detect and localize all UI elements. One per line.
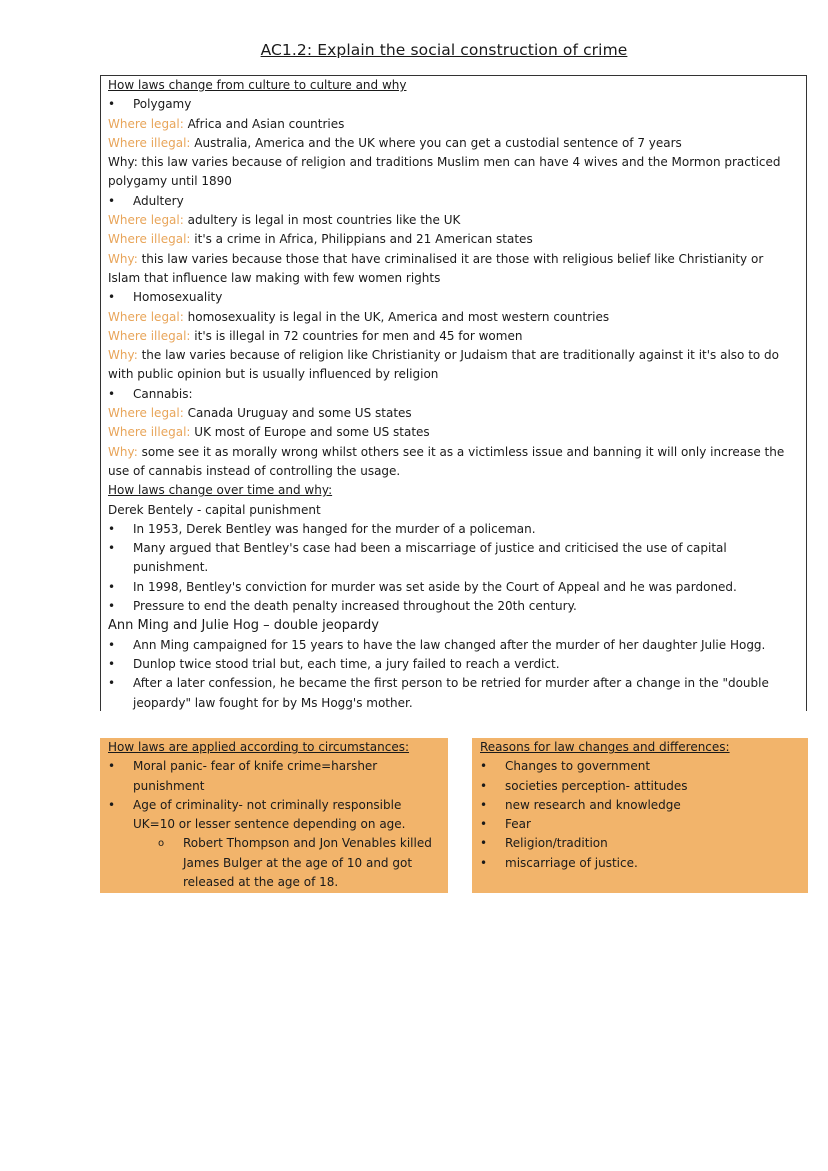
reason-item: • Fear [480, 815, 730, 834]
main-content [108, 76, 798, 713]
topic-adultery: • Adultery [108, 192, 798, 211]
reason-item: • miscarriage of justice. [480, 854, 730, 873]
bentley-point-3: • In 1998, Bentley's conviction for murder was set aside by the Court of Appeal and he was pardoned. [108, 578, 798, 597]
where-illegal-label: Where illegal: [108, 425, 191, 440]
topic-homosexuality: • Homosexuality [108, 288, 798, 307]
where-legal-label: Where legal: [108, 116, 184, 131]
reason-item: • societies perception- attitudes [480, 777, 730, 796]
where-legal-label: Where legal: [108, 406, 184, 421]
cannabis-illegal: Where illegal: UK most of Europe and some US states [108, 425, 430, 440]
why-label: Why: [108, 348, 138, 363]
polygamy-legal: Where legal: Africa and Asian countries [108, 116, 345, 131]
bentley-point-4: • Pressure to end the death penalty increased throughout the 20th century. [108, 597, 798, 616]
circumstances-point-1: • Moral panic- fear of knife crime=harsher [108, 757, 432, 776]
adultery-legal: Where legal: adultery is legal in most countries like the UK [108, 213, 461, 228]
ming-heading: Ann Ming and Julie Hog – double jeopardy [108, 618, 380, 634]
why-label: Why: [108, 251, 138, 266]
why-label: Why: [108, 444, 138, 459]
adultery-why-line1: Why: this law varies because those that have criminalised it are those with religious belief like Christianity or [108, 251, 764, 266]
reason-item: • Religion/tradition [480, 834, 730, 853]
where-illegal-label: Where illegal: [108, 135, 191, 150]
heading-over-time: How laws change over time and why: [108, 483, 333, 498]
circumstances-point-2: • Age of criminality- not criminally responsible [108, 796, 432, 815]
page-title: AC1.2: Explain the social construction of crime [260, 41, 628, 59]
where-legal-label: Where legal: [108, 309, 184, 324]
bentley-point-2-cont: punishment. [133, 560, 209, 575]
bentley-heading: Derek Bentely - capital punishment [108, 502, 321, 517]
cannabis-why-line1: Why: some see it as morally wrong whilst others see it as a victimless issue and banning it will only increase the [108, 444, 785, 459]
reasons-box [472, 738, 808, 893]
topic-polygamy: • Polygamy [108, 95, 798, 114]
ming-point-3-cont: jeopardy" law fought for by Ms Hogg's mother. [133, 695, 413, 710]
homosexuality-why-line2: with public opinion but is usually influenced by religion [108, 367, 439, 382]
polygamy-illegal: Where illegal: Australia, America and the UK where you can get a custodial sentence of 7 years [108, 135, 682, 150]
homosexuality-legal: Where legal: homosexuality is legal in the UK, America and most western countries [108, 309, 610, 324]
circumstances-content [108, 738, 432, 892]
cannabis-legal: Where legal: Canada Uruguay and some US states [108, 406, 412, 421]
where-illegal-label: Where illegal: [108, 232, 191, 247]
circumstances-subpoint-cont-2: released at the age of 18. [183, 875, 339, 890]
reason-item: • Changes to government [480, 757, 730, 776]
circumstances-point-2-cont: UK=10 or lesser sentence depending on age. [133, 817, 406, 832]
reasons-heading: Reasons for law changes and differences: [480, 740, 730, 754]
polygamy-why-line1: Why: this law varies because of religion and traditions Muslim men can have 4 wives and the Mormon practiced [108, 155, 781, 170]
homosexuality-illegal: Where illegal: it's is illegal in 72 countries for men and 45 for women [108, 328, 523, 343]
cannabis-why-line2: use of cannabis instead of controlling the usage. [108, 463, 401, 478]
where-legal-label: Where legal: [108, 213, 184, 228]
bentley-point-1: • In 1953, Derek Bentley was hanged for the murder of a policeman. [108, 520, 798, 539]
ming-point-1: • Ann Ming campaigned for 15 years to have the law changed after the murder of her daughter Julie Hogg. [108, 636, 798, 655]
adultery-why-line2: Islam that influence law making with few women rights [108, 270, 441, 285]
polygamy-why-line2: polygamy until 1890 [108, 174, 232, 189]
circumstances-subpoint-cont-1: James Bulger at the age of 10 and got [183, 855, 413, 870]
homosexuality-why-line1: Why: the law varies because of religion like Christianity or Judaism that are traditionally against it it's also to do [108, 348, 780, 363]
circumstances-subpoint: o Robert Thompson and Jon Venables killed [108, 834, 432, 853]
bentley-point-2: • Many argued that Bentley's case had been a miscarriage of justice and criticised the use of capital [108, 539, 798, 558]
where-illegal-label: Where illegal: [108, 328, 191, 343]
adultery-illegal: Where illegal: it's a crime in Africa, Philippians and 21 American states [108, 232, 533, 247]
circumstances-box [100, 738, 448, 893]
ming-point-2: • Dunlop twice stood trial but, each time, a jury failed to reach a verdict. [108, 655, 798, 674]
reason-item: • new research and knowledge [480, 796, 730, 815]
heading-culture: How laws change from culture to culture and why [108, 78, 407, 92]
circumstances-heading: How laws are applied according to circumstances: [108, 740, 410, 754]
reasons-content [480, 738, 730, 873]
topic-cannabis: • Cannabis: [108, 385, 798, 404]
ming-point-3: • After a later confession, he became the first person to be retried for murder after a change in the "double [108, 674, 798, 693]
circumstances-point-1-cont: punishment [133, 778, 205, 793]
